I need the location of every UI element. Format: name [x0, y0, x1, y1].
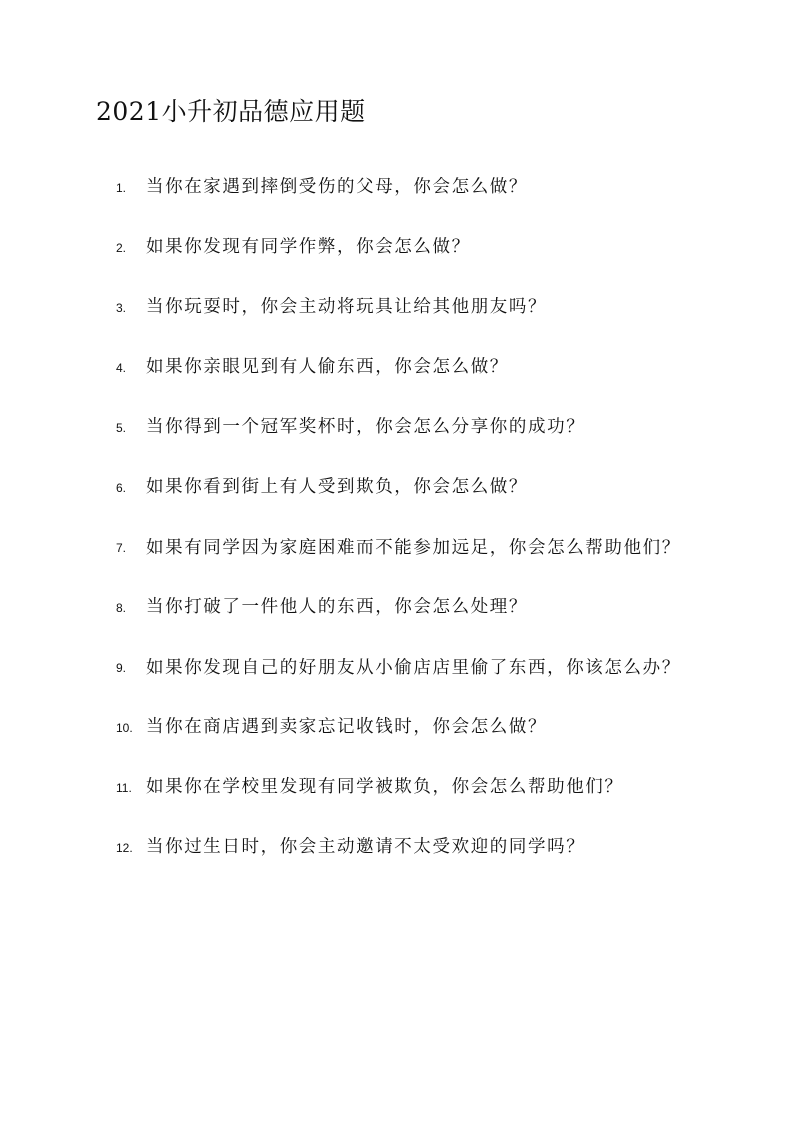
- question-item: [116, 768, 706, 808]
- question-number: 3.: [116, 301, 127, 315]
- question-item: [116, 228, 706, 268]
- question-number: 1.: [116, 181, 127, 195]
- question-number: 7.: [116, 541, 127, 555]
- question-number: 9.: [116, 661, 127, 675]
- question-text: 当你过生日时，你会主动邀请不太受欢迎的同学吗？: [146, 837, 586, 857]
- question-item: [116, 288, 706, 328]
- question-text: 当你在商店遇到卖家忘记收钱时，你会怎么做？: [146, 717, 548, 737]
- question-item: [116, 588, 706, 628]
- question-text: 如果你亲眼见到有人偷东西，你会怎么做？: [146, 357, 509, 377]
- question-text: 当你打破了一件他人的东西，你会怎么处理？: [146, 597, 528, 617]
- question-item: [116, 468, 706, 508]
- question-item: [116, 828, 706, 868]
- question-list: [116, 168, 706, 888]
- question-text: 如果有同学因为家庭困难而不能参加远足，你会怎么帮助他们？: [146, 538, 681, 558]
- question-number: 8.: [116, 601, 127, 615]
- question-text: 如果你在学校里发现有同学被欺负，你会怎么帮助他们？: [146, 777, 624, 797]
- question-text: 如果你发现有同学作弊，你会怎么做？: [146, 237, 471, 257]
- question-number: 6.: [116, 481, 127, 495]
- question-text: 当你玩耍时，你会主动将玩具让给其他朋友吗？: [146, 297, 548, 317]
- question-number: 5.: [116, 421, 127, 435]
- question-text: 如果你看到街上有人受到欺负，你会怎么做？: [146, 477, 528, 497]
- question-item: [116, 708, 706, 748]
- question-item: [116, 168, 706, 208]
- question-number: 10.: [116, 721, 133, 735]
- question-number: 2.: [116, 241, 127, 255]
- question-text: 当你得到一个冠军奖杯时，你会怎么分享你的成功？: [146, 417, 586, 437]
- question-item: [116, 348, 706, 388]
- question-number: 4.: [116, 361, 127, 375]
- question-item: [116, 408, 706, 448]
- question-text: 当你在家遇到摔倒受伤的父母，你会怎么做？: [146, 177, 528, 197]
- document-title: 2021小升初品德应用题: [96, 97, 366, 126]
- question-number: 11.: [116, 781, 132, 795]
- question-text: 如果你发现自己的好朋友从小偷店店里偷了东西，你该怎么办？: [146, 658, 681, 678]
- question-item: [116, 528, 706, 576]
- question-item: [116, 648, 706, 696]
- question-number: 12.: [116, 841, 133, 855]
